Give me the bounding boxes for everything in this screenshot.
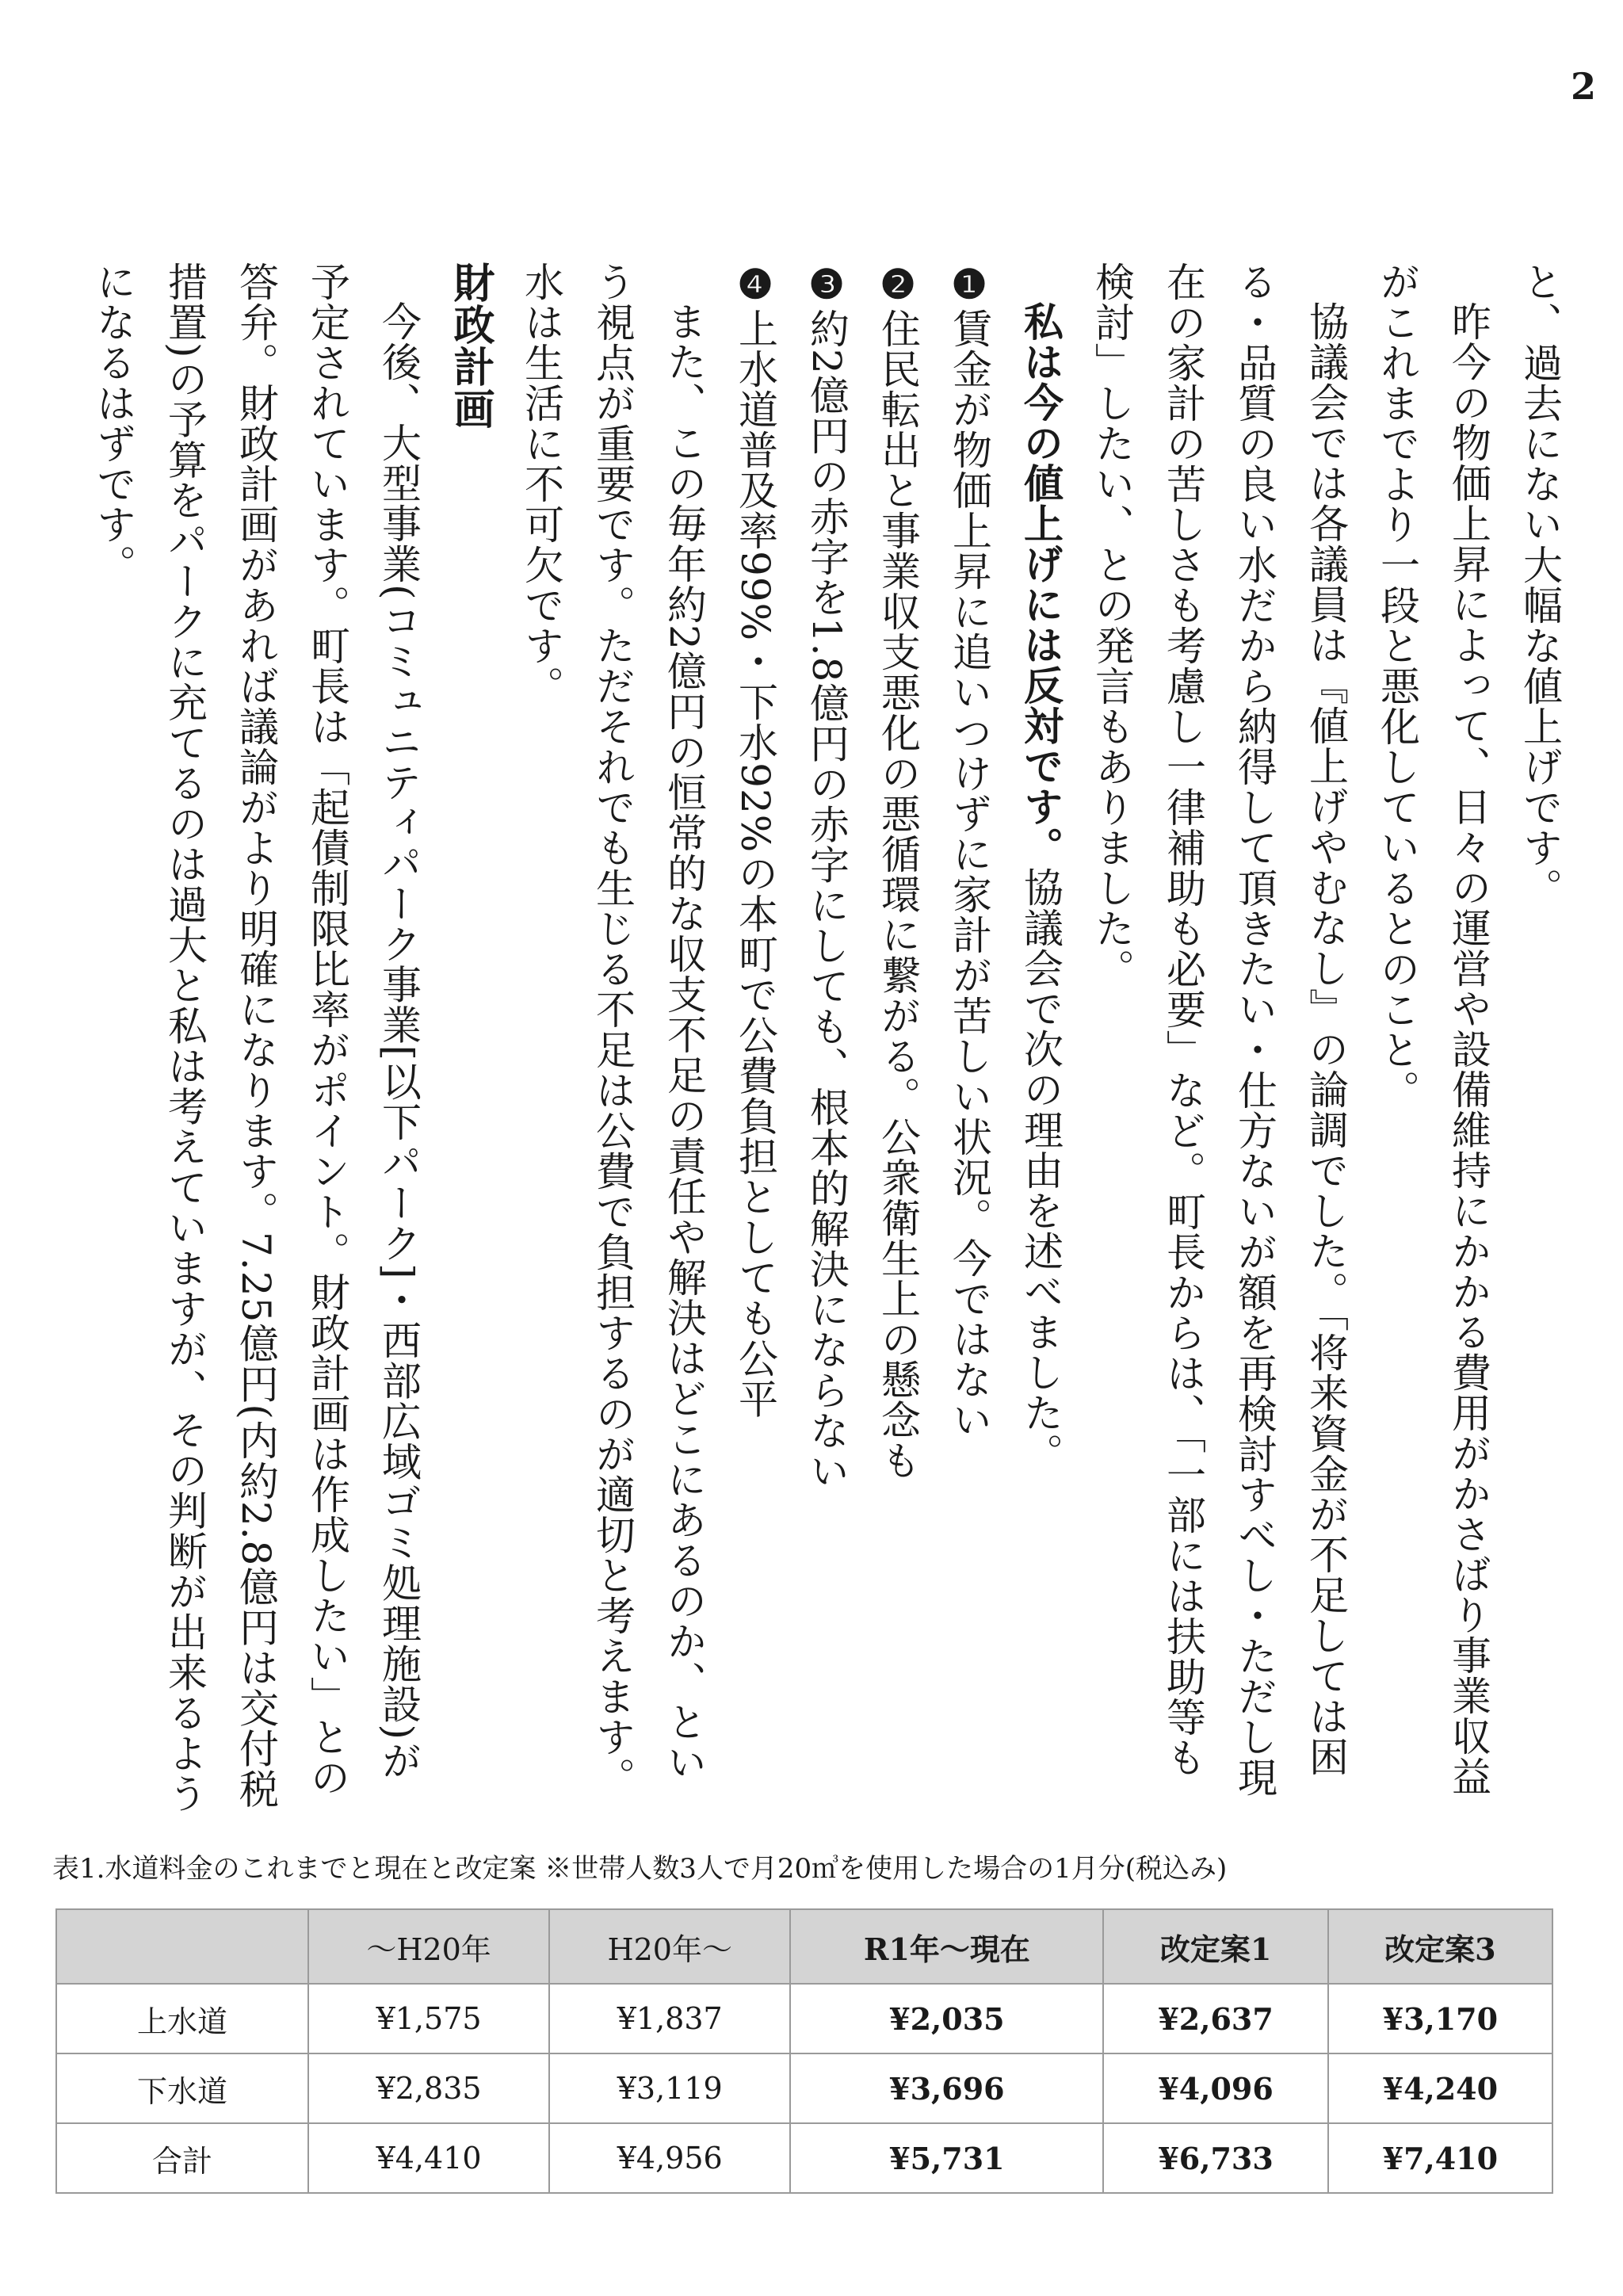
table-cell: ¥3,119 bbox=[549, 2053, 790, 2123]
table-cell: ¥4,240 bbox=[1328, 2053, 1552, 2123]
table-cell: ¥4,096 bbox=[1103, 2053, 1327, 2123]
table-cell: ¥4,410 bbox=[308, 2123, 549, 2193]
paragraph-financial-plan: 今後、大型事業(コミュニティパーク事業[以下パーク]・西部広域ゴミ処理施設)が予定されています。町長は「起債制限比率がポイント。財政計画は作成したい」との答弁。財政計画があれば議論がより明確になります。7.25億円(内約2.8億円は交付税措置)の予算をパークに充てるのは過大と私は考えていますが、その判断が出来るようになるはずです。 bbox=[90, 262, 422, 1814]
reason-text-2: 住民転出と事業収支悪化の悪循環に繋がる。公衆衛生上の懸念も bbox=[875, 308, 921, 1480]
table-cell: ¥7,410 bbox=[1328, 2123, 1552, 2193]
row-label-water-supply: 上水道 bbox=[56, 1984, 308, 2053]
table-row bbox=[56, 2123, 1552, 2193]
reason-text-3: 約2億円の赤字を1.8億円の赤字にしても、根本的解決にならない bbox=[804, 308, 850, 1492]
row-label-sewerage: 下水道 bbox=[56, 2053, 308, 2123]
table-caption: 表1.水道料金のこれまでと現在と改定案 ※世帯人数3人で月20㎥を使用した場合の1月分(税込み) bbox=[52, 1853, 1228, 1885]
paragraph-fee-increase: と、過去にない大幅な値上げです。 bbox=[1517, 262, 1563, 908]
opposition-statement: 私は今の値上げには反対です。 bbox=[1018, 301, 1064, 867]
water-fee-table bbox=[55, 1908, 1553, 2194]
reason-text-4: 上水道普及率99%・下水92%の本町で公費負担としても公平 bbox=[732, 308, 778, 1419]
reason-marker-2: ❷ bbox=[875, 262, 922, 308]
reason-marker-4: ❹ bbox=[732, 262, 779, 308]
table-cell: ¥1,837 bbox=[549, 1984, 790, 2053]
article-body bbox=[70, 262, 1575, 1815]
opposition-followup: 協議会で次の理由を述べました。 bbox=[1018, 867, 1064, 1473]
reason-item-2 bbox=[862, 262, 934, 1815]
reason-item-4 bbox=[720, 262, 791, 1815]
reason-item-1 bbox=[934, 262, 1005, 1815]
paragraph-cost-rise: 昨今の物価上昇によって、日々の運営や設備維持にかかる費用がかさばり事業収益がこれまでより一段と悪化しているとのこと。 bbox=[1374, 262, 1491, 1797]
reason-marker-1: ❶ bbox=[946, 262, 993, 308]
reason-item-3 bbox=[791, 262, 862, 1815]
table-header-current: R1年〜現在 bbox=[790, 1909, 1103, 1984]
section-heading-financial-plan: 財政計画 bbox=[446, 262, 495, 430]
table-cell: ¥5,731 bbox=[790, 2123, 1103, 2193]
table-cell: ¥6,733 bbox=[1103, 2123, 1327, 2193]
table-cell: ¥2,035 bbox=[790, 1984, 1103, 2053]
reason-text-1: 賃金が物価上昇に追いつけずに家計が苦しい状況。今ではない bbox=[946, 308, 992, 1440]
table-cell: ¥3,170 bbox=[1328, 1984, 1552, 2053]
table-cell: ¥1,575 bbox=[308, 1984, 549, 2053]
table-row bbox=[56, 2053, 1552, 2123]
table-header-row bbox=[56, 1909, 1552, 1984]
paragraph-council-discussion: 協議会では各議員は『値上げやむなし』の論調でした。「将来資金が不足しては困る・品質の良い水だから納得して頂きたい・仕方ないが額を再検討すべし・ただし現在の家計の苦しさも考慮し一律補助も必要」など。町長からは、「一部には扶助等も検討」したい、との発言もありました。 bbox=[1089, 262, 1349, 1797]
table-row bbox=[56, 1984, 1552, 2053]
reason-marker-3: ❸ bbox=[804, 262, 850, 308]
table-cell: ¥3,696 bbox=[790, 2053, 1103, 2123]
table-cell: ¥2,637 bbox=[1103, 1984, 1327, 2053]
table-header-pre-h20: 〜H20年 bbox=[308, 1909, 549, 1984]
table-cell: ¥2,835 bbox=[308, 2053, 549, 2123]
table-header-proposal-3: 改定案3 bbox=[1328, 1909, 1552, 1984]
paragraph-opposition bbox=[1005, 262, 1076, 1815]
paragraph-responsibility: また、この毎年約2億円の恒常的な収支不足の責任や解決はどこにあるのか、という視点が重要です。ただそれでも生じる不足は公費で負担するのが適切と考えます。水は生活に不可欠です。 bbox=[518, 262, 707, 1797]
table-header-corner bbox=[56, 1909, 308, 1984]
table-cell: ¥4,956 bbox=[549, 2123, 790, 2193]
page-number: 2 bbox=[1570, 65, 1596, 108]
table-header-h20: H20年〜 bbox=[549, 1909, 790, 1984]
row-label-total: 合計 bbox=[56, 2123, 308, 2193]
table-header-proposal-1: 改定案1 bbox=[1103, 1909, 1327, 1984]
